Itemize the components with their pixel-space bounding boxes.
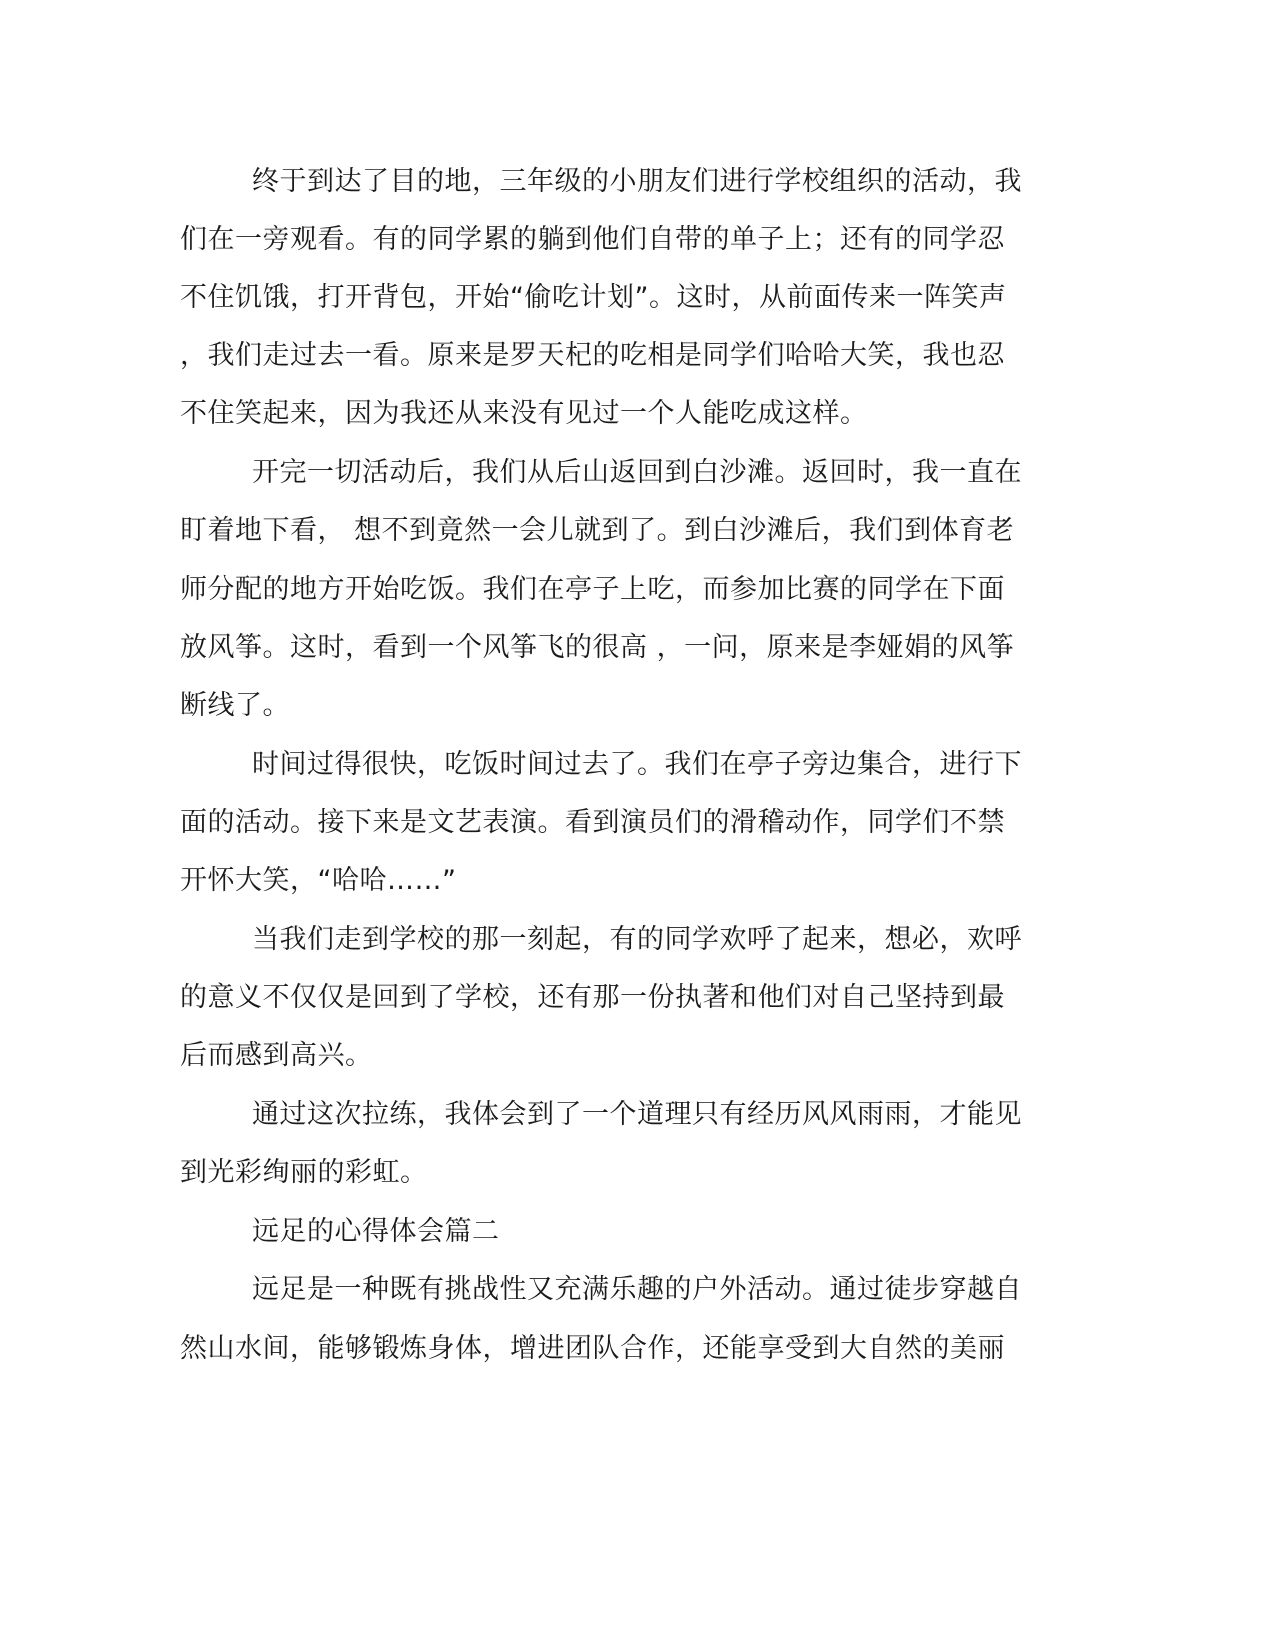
paragraph-4-line-3: 后而感到高兴。 — [180, 1040, 373, 1071]
paragraph-2-line-2: 盯着地下看， 想不到竟然一会儿就到了。到白沙滩后，我们到体育老 — [180, 515, 1015, 546]
paragraph-3-line-1: 时间过得很快，吃饭时间过去了。我们在亭子旁边集合，进行下 — [252, 749, 1022, 780]
paragraph-1-line-3: 不住饥饿，打开背包，开始“偷吃计划”。这时，从前面传来一阵笑声 — [180, 282, 1007, 313]
paragraph-2-line-3: 师分配的地方开始吃饭。我们在亭子上吃，而参加比赛的同学在下面 — [180, 574, 1005, 605]
paragraph-1-line-2: 们在一旁观看。有的同学累的躺到他们自带的单子上；还有的同学忍 — [180, 224, 1005, 255]
paragraph-1-line-5: 不住笑起来，因为我还从来没有见过一个人能吃成这样。 — [180, 398, 868, 429]
paragraph-2-line-5: 断线了。 — [180, 690, 290, 721]
paragraph-3-line-3: 开怀大笑，“哈哈……” — [180, 865, 457, 896]
paragraph-5-line-1: 通过这次拉练，我体会到了一个道理只有经历风风雨雨，才能见 — [252, 1099, 1022, 1130]
paragraph-4-line-1: 当我们走到学校的那一刻起，有的同学欢呼了起来，想必，欢呼 — [252, 924, 1022, 955]
paragraph-6-line-2: 然山水间，能够锻炼身体，增进团队合作，还能享受到大自然的美丽 — [180, 1333, 1005, 1364]
paragraph-3-line-2: 面的活动。接下来是文艺表演。看到演员们的滑稽动作，同学们不禁 — [180, 807, 1005, 838]
section-heading: 远足的心得体会篇二 — [252, 1216, 500, 1247]
paragraph-6-line-1: 远足是一种既有挑战性又充满乐趣的户外活动。通过徒步穿越自 — [252, 1274, 1022, 1305]
paragraph-1-line-1: 终于到达了目的地，三年级的小朋友们进行学校组织的活动，我 — [252, 166, 1022, 197]
paragraph-1-line-4: ，我们走过去一看。原来是罗天杞的吃相是同学们哈哈大笑，我也忍 — [180, 340, 1005, 371]
paragraph-5-line-2: 到光彩绚丽的彩虹。 — [180, 1157, 428, 1188]
paragraph-2-line-1: 开完一切活动后，我们从后山返回到白沙滩。返回时，我一直在 — [252, 457, 1022, 488]
paragraph-4-line-2: 的意义不仅仅是回到了学校，还有那一份执著和他们对自己坚持到最 — [180, 982, 1005, 1013]
paragraph-2-line-4: 放风筝。这时，看到一个风筝飞的很高 ，一问，原来是李娅娟的风筝 — [180, 632, 1015, 663]
